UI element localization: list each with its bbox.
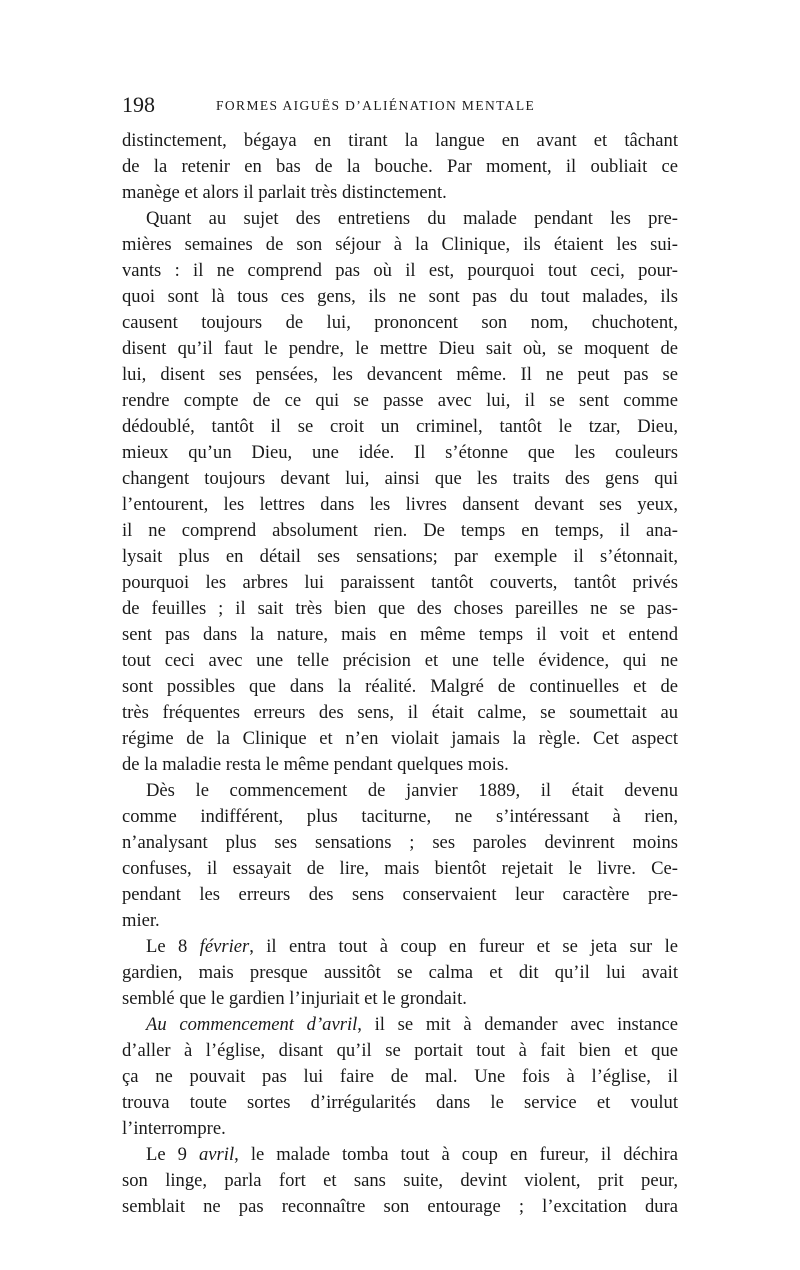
text-line: pendant les erreurs des sens conservaient leur caractère pre- <box>122 884 678 905</box>
text-line: pourquoi les arbres lui paraissent tantôt couverts, tantôt privés <box>122 572 678 593</box>
text-segment: Le 9 <box>146 1144 199 1165</box>
text-line <box>122 1012 678 1038</box>
text-line: manège et alors il parlait très distinctement. <box>122 182 447 203</box>
text-segment: Le 8 <box>146 936 200 957</box>
text-line: ça ne pouvait pas lui faire de mal. Une fois à l’église, il <box>122 1066 678 1087</box>
text-line: l’interrompre. <box>122 1118 226 1139</box>
text-line: tout ceci avec une telle précision et une telle évidence, qui ne <box>122 650 678 671</box>
page-number: 198 <box>122 92 155 117</box>
text-line: n’analysant plus ses sensations ; ses paroles devinrent moins <box>122 832 678 853</box>
text-line: causent toujours de lui, prononcent son nom, chuchotent, <box>122 312 678 333</box>
text-line: son linge, parla fort et sans suite, devint violent, prit peur, <box>122 1170 678 1191</box>
page-header <box>122 92 682 122</box>
text-line: disent qu’il faut le pendre, le mettre Dieu sait où, se moquent de <box>122 338 678 359</box>
text-line: gardien, mais presque aussitôt se calma et dit qu’il lui avait <box>122 962 678 983</box>
text-line: de feuilles ; il sait très bien que des choses pareilles ne se pas- <box>122 598 678 619</box>
text-line: distinctement, bégaya en tirant la langue en avant et tâchant <box>122 130 678 151</box>
text-line: mier. <box>122 910 160 931</box>
text-line <box>122 1142 678 1168</box>
running-title: FORMES AIGUËS D’ALIÉNATION MENTALE <box>216 98 536 113</box>
italic-date: avril <box>199 1144 235 1165</box>
text-line: très fréquentes erreurs des sens, il était calme, se soumettait au <box>122 702 678 723</box>
text-segment: , il entra tout à coup en fureur et se jeta sur le <box>249 936 678 957</box>
text-line: quoi sont là tous ces gens, ils ne sont pas du tout malades, ils <box>122 286 678 307</box>
text-line: dédoublé, tantôt il se croit un criminel, tantôt le tzar, Dieu, <box>122 416 678 437</box>
text-segment: , il se mit à demander avec instance <box>357 1014 678 1035</box>
text-line: mières semaines de son séjour à la Clinique, ils étaient les sui- <box>122 234 678 255</box>
text-line: Quant au sujet des entretiens du malade pendant les pre- <box>146 208 678 229</box>
italic-date: février <box>199 936 250 957</box>
text-line: trouva toute sortes d’irrégularités dans le service et voulut <box>122 1092 678 1113</box>
italic-date: Au commencement d’avril <box>146 1014 358 1035</box>
body-text <box>122 128 678 1220</box>
text-line: régime de la Clinique et n’en violait jamais la règle. Cet aspect <box>122 728 678 749</box>
text-line: lui, disent ses pensées, les devancent même. Il ne peut pas se <box>122 364 678 385</box>
text-line: d’aller à l’église, disant qu’il se portait tout à fait bien et que <box>122 1040 678 1061</box>
text-line <box>122 934 678 960</box>
text-line: changent toujours devant lui, ainsi que les traits des gens qui <box>122 468 678 489</box>
text-line: confuses, il essayait de lire, mais bientôt rejetait le livre. Ce- <box>122 858 678 879</box>
text-line: sont possibles que dans la réalité. Malgré de continuelles et de <box>122 676 678 697</box>
text-line: lysait plus en détail ses sensations; par exemple il s’étonnait, <box>122 546 678 567</box>
text-line: Dès le commencement de janvier 1889, il était devenu <box>146 780 678 801</box>
text-line: sent pas dans la nature, mais en même temps il voit et entend <box>122 624 678 645</box>
text-line: il ne comprend absolument rien. De temps en temps, il ana- <box>122 520 678 541</box>
text-line: semblé que le gardien l’injuriait et le grondait. <box>122 988 467 1009</box>
text-segment: , le malade tomba tout à coup en fureur, il déchira <box>234 1144 678 1165</box>
text-line: mieux qu’un Dieu, une idée. Il s’étonne que les couleurs <box>122 442 678 463</box>
text-line: vants : il ne comprend pas où il est, pourquoi tout ceci, pour- <box>122 260 678 281</box>
text-line: de la retenir en bas de la bouche. Par moment, il oubliait ce <box>122 156 678 177</box>
text-line: semblait ne pas reconnaître son entourage ; l’excitation dura <box>122 1196 678 1217</box>
text-line: comme indifférent, plus taciturne, ne s’intéressant à rien, <box>122 806 678 827</box>
text-line: de la maladie resta le même pendant quelques mois. <box>122 754 509 775</box>
text-line: rendre compte de ce qui se passe avec lui, il se sent comme <box>122 390 678 411</box>
text-line: l’entourent, les lettres dans les livres dansent devant ses yeux, <box>122 494 678 515</box>
